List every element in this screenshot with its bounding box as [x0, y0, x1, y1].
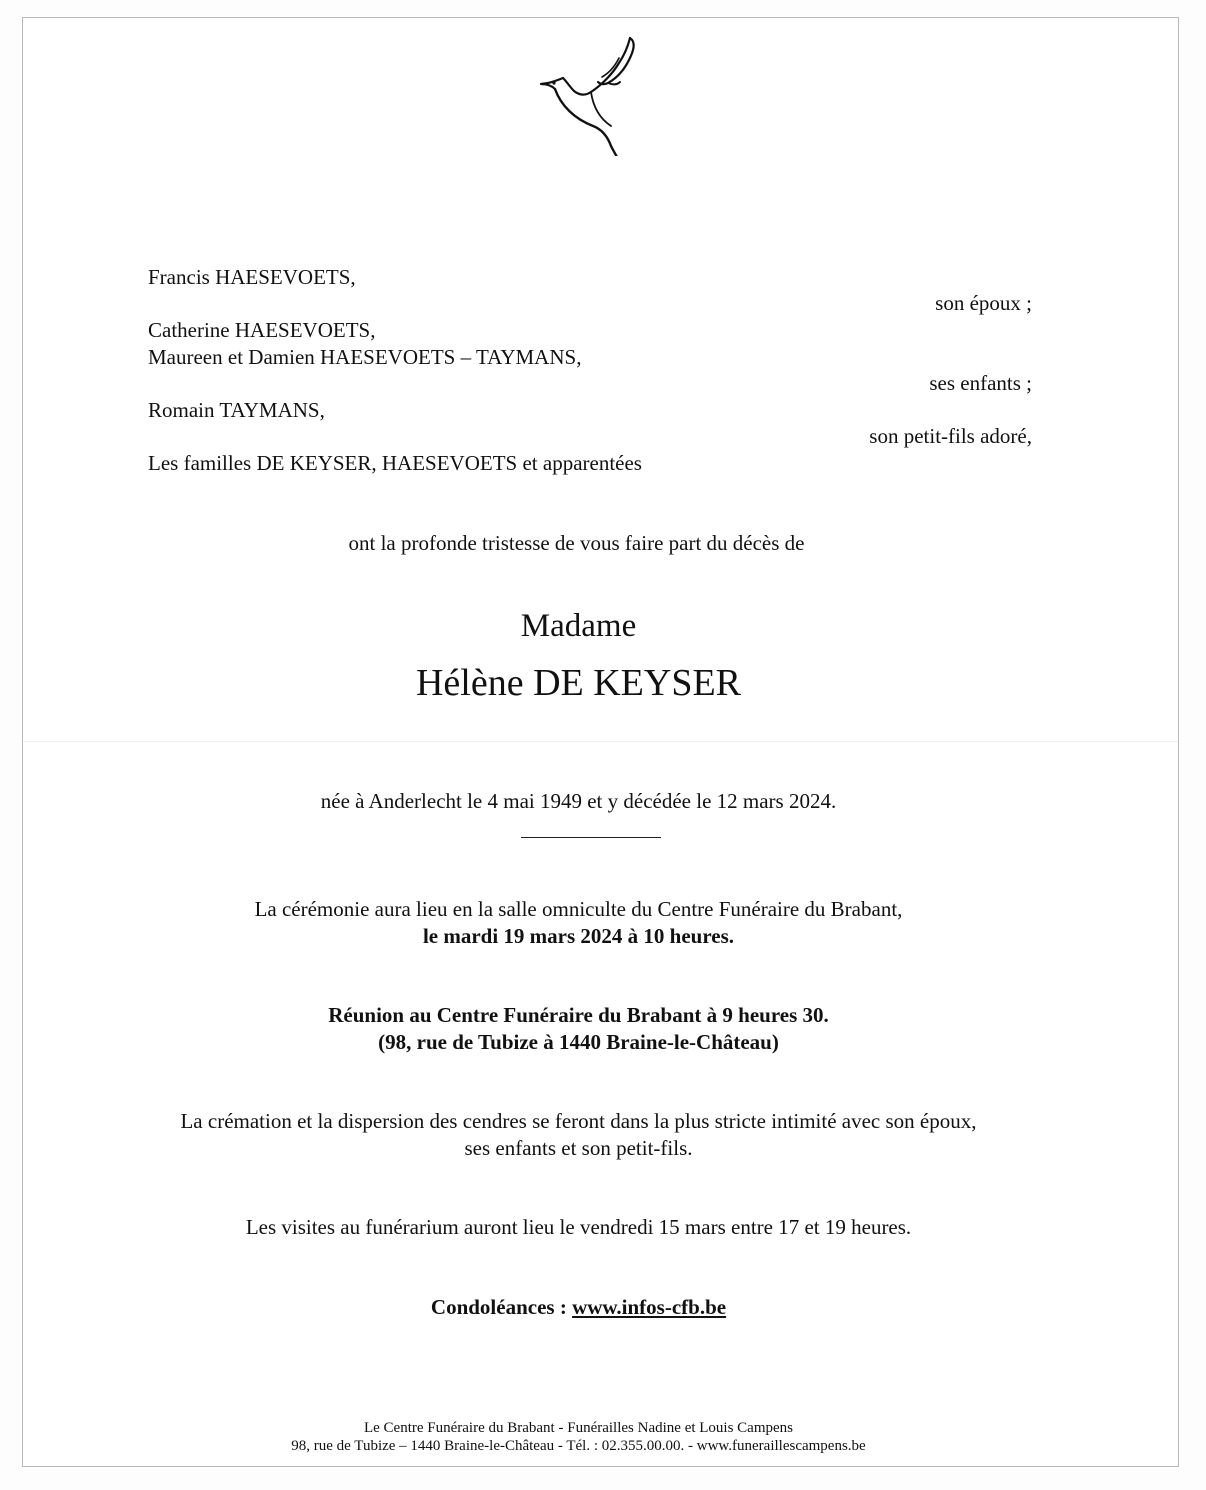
deceased-title: Madame — [520, 608, 637, 644]
cremation-line-2: ses enfants et son petit-fils. — [464, 1136, 693, 1160]
grandson-name: Romain TAYMANS, — [148, 398, 325, 422]
cremation-line-1: La crémation et la dispersion des cendres se feront dans la plus stricte intimité avec son époux, — [180, 1109, 977, 1133]
spouse-relation: son époux ; — [935, 291, 1032, 315]
child-name-2: Maureen et Damien HAESEVOETS – TAYMANS, — [148, 345, 582, 369]
separator-rule — [521, 837, 661, 838]
condolences-line — [1, 1295, 1156, 1320]
birth-death-dates: née à Anderlecht le 4 mai 1949 et y décédée le 12 mars 2024. — [320, 789, 837, 813]
death-notice-card — [22, 17, 1179, 1467]
condolences-label: Condoléances : — [430, 1295, 573, 1319]
families-line: Les familles DE KEYSER, HAESEVOETS et apparentées — [148, 451, 642, 475]
ceremony-line-2: le mardi 19 mars 2024 à 10 heures. — [422, 924, 735, 948]
dove-icon — [533, 36, 653, 156]
meeting-line-2: (98, rue de Tubize à 1440 Braine-le-Château) — [378, 1030, 779, 1054]
footer-line-1: Le Centre Funéraire du Brabant - Funérailles Nadine et Louis Campens — [363, 1420, 794, 1436]
condolences-link[interactable]: www.infos-cfb.be — [572, 1295, 727, 1319]
ceremony-line-1: La cérémonie aura lieu en la salle omniculte du Centre Funéraire du Brabant, — [254, 897, 903, 921]
announcement-text: ont la profonde tristesse de vous faire part du décès de — [348, 531, 805, 555]
child-name-1: Catherine HAESEVOETS, — [148, 318, 376, 342]
fold-line — [23, 741, 1178, 742]
deceased-name: Hélène DE KEYSER — [415, 662, 742, 704]
children-relation: ses enfants ; — [929, 371, 1032, 395]
visits-text: Les visites au funérarium auront lieu le vendredi 15 mars entre 17 et 19 heures. — [245, 1215, 912, 1239]
spouse-name: Francis HAESEVOETS, — [148, 265, 356, 289]
footer-line-2: 98, rue de Tubize – 1440 Braine-le-Château - Tél. : 02.355.00.00. - www.funeraillescampens.be — [291, 1438, 866, 1454]
grandson-relation: son petit-fils adoré, — [869, 424, 1032, 448]
meeting-line-1: Réunion au Centre Funéraire du Brabant à 9 heures 30. — [328, 1003, 829, 1027]
